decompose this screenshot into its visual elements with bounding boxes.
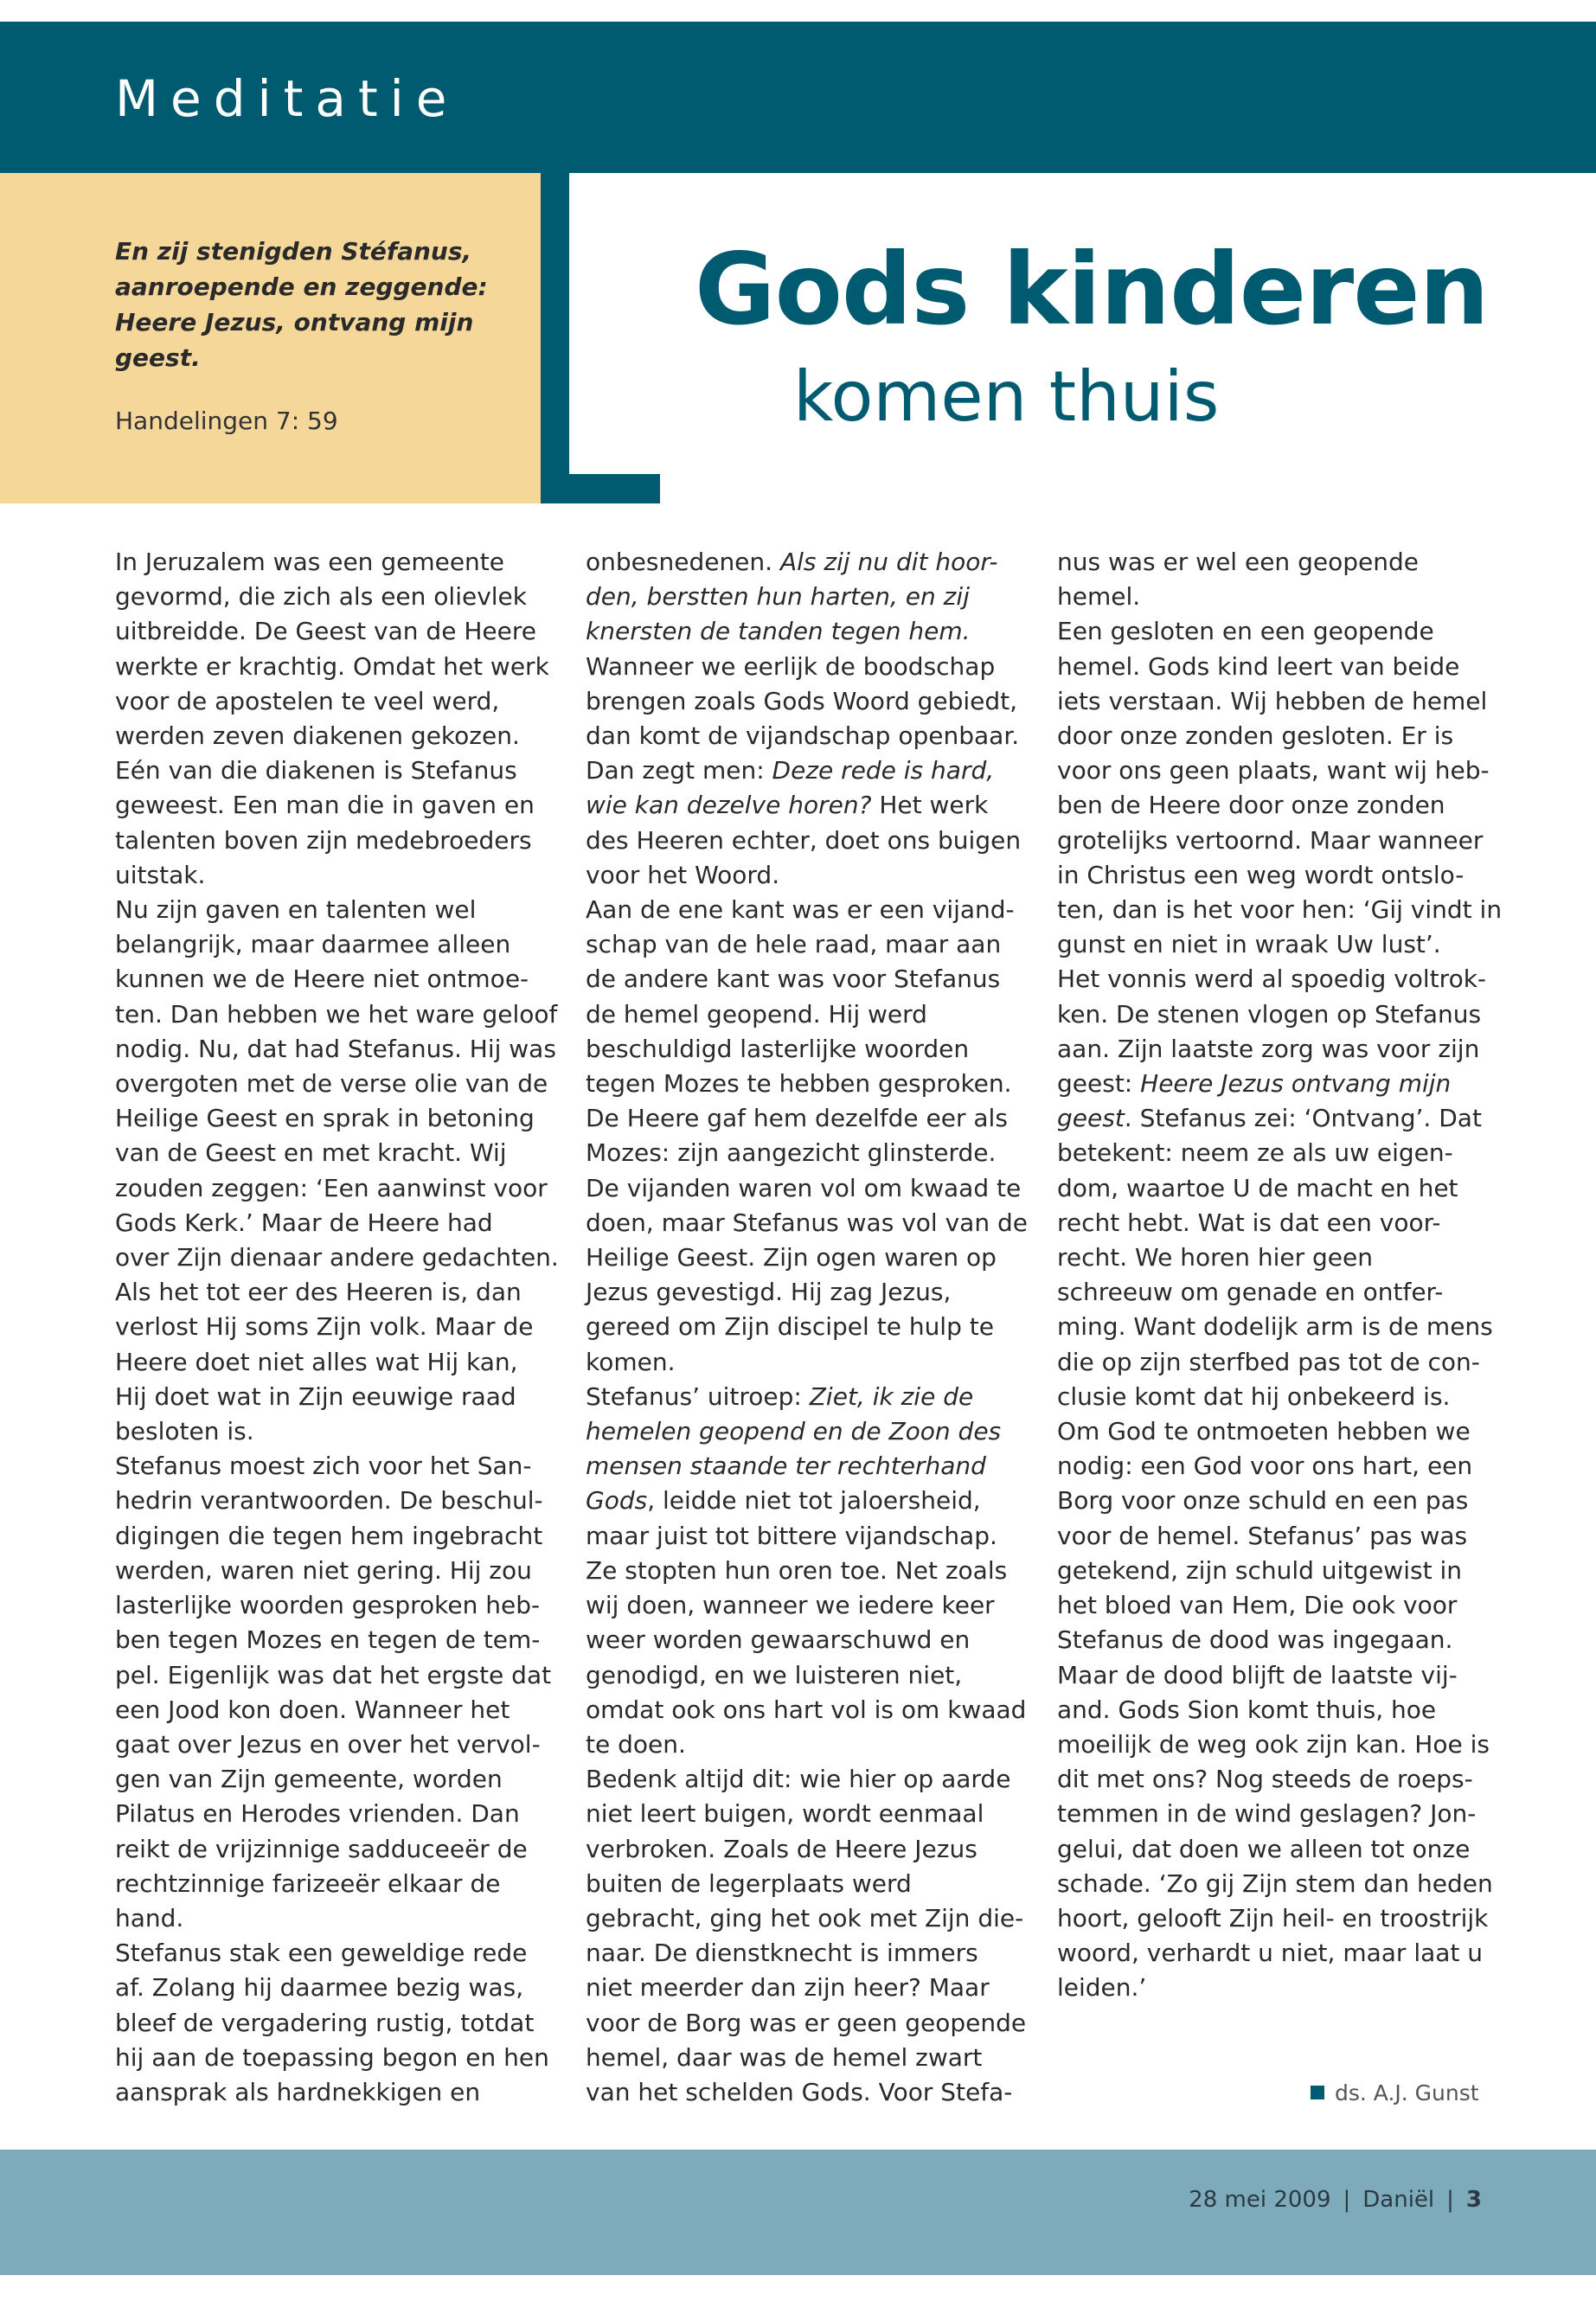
text-segment: Om God te ontmoeten hebben we <box>1057 1417 1471 1446</box>
text-line <box>586 614 1040 649</box>
page-footer <box>1189 2187 1482 2213</box>
text-segment: ben de Heere door onze zonden <box>1057 791 1445 820</box>
text-segment: Ze stopten hun oren toe. Net zoals <box>586 1555 1008 1585</box>
text-line <box>586 1588 1040 1623</box>
text-segment: Wanneer we eerlijk de boodschap <box>586 651 996 681</box>
text-segment: voor het Woord. <box>586 860 780 889</box>
bullet-square-icon <box>1311 2086 1324 2099</box>
text-line <box>1057 1797 1511 1831</box>
text-line: pel. Eigenlijk was dat het ergste dat <box>115 1660 552 1689</box>
text-line <box>1057 545 1511 580</box>
text-segment: leiden.’ <box>1057 1973 1147 2003</box>
text-line: af. Zolang hij daarmee bezig was, <box>115 1973 524 2003</box>
text-segment: Mozes: zijn aangezicht glinsterde. <box>586 1138 997 1168</box>
text-line <box>1057 1067 1511 1101</box>
text-line: zouden zeggen: ‘Een aanwinst voor <box>115 1173 548 1202</box>
quote-line: geest. <box>115 343 201 372</box>
article-column-1 <box>115 545 569 2110</box>
text-line: gevormd, die zich als een olievlek <box>115 582 527 612</box>
text-segment: ten, dan is het voor hen: ‘Gij vindt in <box>1057 895 1503 925</box>
text-line <box>586 545 1040 580</box>
text-line: werden, waren niet gering. Hij zou <box>115 1555 532 1585</box>
text-line <box>586 1901 1040 1936</box>
page-number: 3 <box>1465 2187 1482 2213</box>
scripture-quote <box>115 234 522 375</box>
text-line <box>1057 1727 1511 1762</box>
text-line: over Zijn dienaar andere gedachten. <box>115 1243 559 1272</box>
text-line <box>1057 1101 1511 1136</box>
text-line <box>1057 824 1511 858</box>
text-segment: getekend, zijn schuld uitgewist in <box>1057 1555 1462 1585</box>
scripture-reference: Handelingen 7: 59 <box>115 407 338 435</box>
text-segment: nodig: een God voor ons hart, een <box>1057 1452 1473 1481</box>
italic-scripture-text: Ziet, ik zie de <box>809 1381 974 1411</box>
text-line: Stefanus moest zich voor het San- <box>115 1452 532 1481</box>
text-segment: wij doen, wanneer we iedere keer <box>586 1591 995 1620</box>
text-line: ten. Dan hebben we het ware geloof <box>115 999 558 1029</box>
text-line <box>586 1136 1040 1170</box>
text-line <box>586 1867 1040 1901</box>
text-segment: onbesnedenen. <box>586 548 780 576</box>
text-line <box>586 753 1040 788</box>
quote-line: Heere Jezus, ontvang mijn <box>115 308 474 336</box>
text-line <box>586 927 1040 962</box>
text-segment: brengen zoals Gods Woord gebiedt, <box>586 686 1018 715</box>
text-line: van de Geest en met kracht. Wij <box>115 1138 507 1168</box>
text-segment: betekent: neem ze als uw eigen- <box>1057 1138 1453 1168</box>
text-segment: naar. De dienstknecht is immers <box>586 1939 978 1968</box>
decorative-bracket <box>541 173 569 503</box>
text-line <box>1057 1380 1511 1414</box>
text-segment: komen. <box>586 1347 676 1376</box>
italic-scripture-text: hemelen geopend en de Zoon des <box>586 1417 1002 1446</box>
text-line <box>586 1797 1040 1831</box>
text-line: talenten boven zijn medebroeders <box>115 825 532 855</box>
text-segment: . Stefanus zei: ‘Ontvang’. Dat <box>1124 1104 1482 1133</box>
text-segment: grotelijks vertoornd. Maar wanneer <box>1057 825 1484 855</box>
text-line <box>586 580 1040 614</box>
text-line <box>1057 1345 1511 1380</box>
text-segment: Dan zegt men: <box>586 756 772 785</box>
text-line <box>586 788 1040 823</box>
text-segment: doen, maar Stefanus was vol van de <box>586 1208 1028 1237</box>
text-line: een Jood kon doen. Wanneer het <box>115 1695 510 1724</box>
text-segment: genodigd, en we luisteren niet, <box>586 1660 963 1689</box>
text-line: uitstak. <box>115 860 206 889</box>
text-line <box>1057 1310 1511 1344</box>
author-byline <box>1311 2080 1479 2106</box>
text-line: werkte er krachtig. Omdat het werk <box>115 651 549 681</box>
text-line: ben tegen Mozes en tegen de tem- <box>115 1625 541 1655</box>
text-line <box>586 684 1040 719</box>
text-line <box>586 1101 1040 1136</box>
text-line: hedrin verantwoorden. De beschul- <box>115 1486 543 1516</box>
text-line: reikt de vrijzinnige sadduceeër de <box>115 1834 528 1863</box>
text-line <box>586 997 1040 1032</box>
text-segment: gelui, dat doen we alleen tot onze <box>1057 1834 1471 1863</box>
text-segment: Borg voor onze schuld en een pas <box>1057 1486 1469 1516</box>
text-line <box>586 1206 1040 1240</box>
text-segment: voor de hemel. Stefanus’ pas was <box>1057 1521 1468 1550</box>
author-name: ds. A.J. Gunst <box>1335 2080 1479 2106</box>
text-segment: dan komt de vijandschap openbaar. <box>586 721 1020 751</box>
text-line <box>586 1484 1040 1518</box>
text-segment: hemel. <box>1057 582 1141 612</box>
text-segment: maar juist tot bittere vijandschap. <box>586 1521 997 1550</box>
italic-scripture-text: Deze rede is hard, <box>772 756 995 785</box>
text-segment: Het vonnis werd al spoedig voltrok- <box>1057 965 1487 994</box>
text-line <box>1057 1867 1511 1901</box>
text-line <box>1057 997 1511 1032</box>
text-line <box>586 962 1040 997</box>
text-segment: schreeuw om genade en ontfer- <box>1057 1278 1444 1307</box>
italic-scripture-text: den, berstten hun harten, en zij <box>586 582 970 612</box>
text-line <box>1057 962 1511 997</box>
text-segment: Stefanus de dood was ingegaan. <box>1057 1625 1453 1655</box>
text-line: hand. <box>115 1903 184 1932</box>
italic-scripture-text: knersten de tanden tegen hem. <box>586 617 971 646</box>
text-line: werden zeven diakenen gekozen. <box>115 721 520 751</box>
text-line: Eén van die diakenen is Stefanus <box>115 756 517 785</box>
text-line <box>1057 1554 1511 1588</box>
text-line <box>586 1171 1040 1206</box>
text-line: Heere doet niet alles wat Hij kan, <box>115 1347 518 1376</box>
quote-line: aanroepende en zeggende: <box>115 272 488 301</box>
issue-date: 28 mei 2009 <box>1189 2187 1331 2213</box>
text-line: voor de apostelen te veel werd, <box>115 686 500 715</box>
text-line <box>586 1032 1040 1067</box>
text-line <box>1057 893 1511 927</box>
text-segment: de andere kant was voor Stefanus <box>586 965 1001 994</box>
text-segment: die op zijn sterfbed pas tot de con- <box>1057 1347 1480 1376</box>
text-segment: ken. De stenen vlogen op Stefanus <box>1057 999 1482 1029</box>
text-segment: temmen in de wind geslagen? Jon- <box>1057 1799 1477 1829</box>
text-segment: , leidde niet tot jaloersheid, <box>647 1486 981 1516</box>
text-segment: ming. Want dodelijk arm is de mens <box>1057 1312 1493 1342</box>
text-line: Stefanus stak een geweldige rede <box>115 1939 528 1968</box>
text-segment: De Heere gaf hem dezelfde eer als <box>586 1104 1008 1133</box>
text-segment: nus was er wel een geopende <box>1057 548 1419 576</box>
text-segment: woord, verhardt u niet, maar laat u <box>1057 1939 1484 1968</box>
text-line: lasterlijke woorden gesproken heb- <box>115 1591 541 1620</box>
text-line: aansprak als hardnekkigen en <box>115 2077 481 2106</box>
text-line <box>1057 1832 1511 1867</box>
text-line <box>1057 1658 1511 1693</box>
text-line <box>586 893 1040 927</box>
text-segment: recht. We horen hier geen <box>1057 1243 1373 1272</box>
text-line <box>586 1971 1040 2005</box>
quote-line: En zij stenigden Stéfanus, <box>115 237 472 266</box>
text-segment: Het werk <box>871 791 989 820</box>
text-line <box>586 1380 1040 1414</box>
text-line <box>1057 1136 1511 1170</box>
magazine-name: Daniël <box>1362 2187 1435 2213</box>
text-line <box>586 1623 1040 1657</box>
text-segment: te doen. <box>586 1729 686 1759</box>
text-segment: schap van de hele raad, maar aan <box>586 930 1002 959</box>
text-line <box>1057 1588 1511 1623</box>
text-segment: in Christus een weg wordt ontslo- <box>1057 860 1465 889</box>
text-line <box>1057 1936 1511 1971</box>
article-subtitle: komen thuis <box>793 356 1220 437</box>
text-line: Gods Kerk.’ Maar de Heere had <box>115 1208 493 1237</box>
text-line <box>586 2006 1040 2041</box>
text-line: Hij doet wat in Zijn eeuwige raad <box>115 1381 516 1411</box>
text-line <box>586 1414 1040 1449</box>
text-line <box>586 1067 1040 1101</box>
text-line <box>1057 1275 1511 1310</box>
text-line <box>586 1658 1040 1693</box>
text-segment: hoort, gelooft Zijn heil- en troostrijk <box>1057 1903 1489 1932</box>
text-line <box>586 1345 1040 1380</box>
text-line <box>1057 1240 1511 1275</box>
text-line: Als het tot eer des Heeren is, dan <box>115 1278 522 1307</box>
text-segment: moeilijk de weg ook zijn kan. Hoe is <box>1057 1729 1490 1759</box>
text-segment: De vijanden waren vol om kwaad te <box>586 1173 1022 1202</box>
text-line <box>586 1275 1040 1310</box>
text-line <box>1057 1032 1511 1067</box>
text-segment: schade. ‘Zo gij Zijn stem dan heden <box>1057 1868 1493 1898</box>
text-line: rechtzinnige farizeeër elkaar de <box>115 1868 501 1898</box>
text-line <box>586 1832 1040 1867</box>
text-segment: hemel, daar was de hemel zwart <box>586 2042 983 2072</box>
text-line <box>1057 1971 1511 2005</box>
text-segment: iets verstaan. Wij hebben de hemel <box>1057 686 1488 715</box>
text-line <box>1057 719 1511 753</box>
text-segment: aan. Zijn laatste zorg was voor zijn <box>1057 1034 1480 1063</box>
text-line: Nu zijn gaven en talenten wel <box>115 895 477 925</box>
text-segment: omdat ook ons hart vol is om kwaad <box>586 1695 1027 1724</box>
text-line <box>1057 753 1511 788</box>
text-segment: voor de Borg was er geen geopende <box>586 2008 1027 2037</box>
text-line: In Jeruzalem was een gemeente <box>115 548 505 576</box>
article-column-2 <box>586 545 1040 2110</box>
text-segment: van het schelden Gods. Voor Stefa- <box>586 2077 1013 2106</box>
text-line: Heilige Geest en sprak in betoning <box>115 1104 535 1133</box>
italic-scripture-text: wie kan dezelve horen? <box>586 791 872 820</box>
italic-scripture-text: mensen staande ter rechterhand <box>586 1452 986 1481</box>
text-line <box>586 2041 1040 2075</box>
text-line <box>1057 1449 1511 1484</box>
text-line <box>1057 1414 1511 1449</box>
text-segment: recht hebt. Wat is dat een voor- <box>1057 1208 1441 1237</box>
article-column-3 <box>1057 545 1511 2006</box>
text-line: geweest. Een man die in gaven en <box>115 791 535 820</box>
text-segment: Heilige Geest. Zijn ogen waren op <box>586 1243 997 1272</box>
text-segment: gereed om Zijn discipel te hulp te <box>586 1312 994 1342</box>
text-line <box>1057 614 1511 649</box>
text-segment: Bedenk altijd dit: wie hier op aarde <box>586 1765 1011 1794</box>
text-line: gaat over Jezus en over het vervol- <box>115 1729 541 1759</box>
text-line <box>1057 650 1511 684</box>
italic-scripture-text: Heere Jezus ontvang mijn <box>1140 1069 1452 1099</box>
text-line: Pilatus en Herodes vrienden. Dan <box>115 1799 520 1829</box>
text-line <box>586 858 1040 893</box>
text-segment: geest: <box>1057 1069 1141 1099</box>
text-line: besloten is. <box>115 1417 254 1446</box>
text-line: digingen die tegen hem ingebracht <box>115 1521 543 1550</box>
text-line: overgoten met de verse olie van de <box>115 1069 548 1099</box>
decorative-bracket-foot <box>541 474 660 503</box>
text-segment: verbroken. Zoals de Heere Jezus <box>586 1834 977 1863</box>
text-segment: buiten de legerplaats werd <box>586 1868 912 1898</box>
text-line <box>586 650 1040 684</box>
text-segment: niet meerder dan zijn heer? Maar <box>586 1973 990 2003</box>
text-line <box>1057 1484 1511 1518</box>
text-line <box>586 824 1040 858</box>
text-line <box>1057 1171 1511 1206</box>
text-line <box>586 1310 1040 1344</box>
text-line: belangrijk, maar daarmee alleen <box>115 930 511 959</box>
text-line <box>1057 927 1511 962</box>
text-line: hij aan de toepassing begon en hen <box>115 2042 549 2072</box>
text-segment: het bloed van Hem, Die ook voor <box>1057 1591 1458 1620</box>
text-segment: door onze zonden gesloten. Er is <box>1057 721 1454 751</box>
text-segment: de hemel geopend. Hij werd <box>586 999 927 1029</box>
text-segment: and. Gods Sion komt thuis, hoe <box>1057 1695 1437 1724</box>
text-line <box>586 719 1040 753</box>
text-line <box>586 1519 1040 1554</box>
text-line <box>586 1240 1040 1275</box>
text-line <box>586 1727 1040 1762</box>
text-segment: Stefanus’ uitroep: <box>586 1381 810 1411</box>
text-segment: clusie komt dat hij onbekeerd is. <box>1057 1381 1451 1411</box>
text-segment: beschuldigd lasterlijke woorden <box>586 1034 970 1063</box>
text-segment: dom, waartoe U de macht en het <box>1057 1173 1458 1202</box>
text-segment: weer worden gewaarschuwd en <box>586 1625 971 1655</box>
text-line: bleef de vergadering rustig, totdat <box>115 2008 535 2037</box>
text-segment: Aan de ene kant was er een vijand- <box>586 895 1015 925</box>
text-line <box>586 1762 1040 1797</box>
text-segment: gebracht, ging het ook met Zijn die- <box>586 1903 1024 1932</box>
text-line <box>586 1554 1040 1588</box>
text-segment: Jezus gevestigd. Hij zag Jezus, <box>586 1278 952 1307</box>
italic-scripture-text: Gods <box>586 1486 648 1516</box>
text-line <box>586 1693 1040 1727</box>
text-line <box>1057 1206 1511 1240</box>
article-title: Gods kinderen <box>695 232 1489 347</box>
text-line <box>1057 788 1511 823</box>
text-segment: dit met ons? Nog steeds de roeps- <box>1057 1765 1473 1794</box>
text-line <box>586 2075 1040 2110</box>
text-line: uitbreidde. De Geest van de Heere <box>115 617 536 646</box>
section-title: Meditatie <box>115 69 459 128</box>
text-segment: gunst en niet in wraak Uw lust’. <box>1057 930 1441 959</box>
text-segment: hemel. Gods kind leert van beide <box>1057 651 1460 681</box>
text-line <box>1057 1762 1511 1797</box>
text-line <box>1057 1623 1511 1657</box>
text-line <box>1057 684 1511 719</box>
footer-separator: | <box>1343 2187 1351 2213</box>
text-line: nodig. Nu, dat had Stefanus. Hij was <box>115 1034 556 1063</box>
text-line <box>1057 580 1511 614</box>
text-segment: voor ons geen plaats, want wij heb- <box>1057 756 1490 785</box>
text-line <box>1057 1693 1511 1727</box>
text-line: kunnen we de Heere niet ontmoe- <box>115 965 529 994</box>
text-line <box>1057 1519 1511 1554</box>
text-line <box>586 1936 1040 1971</box>
text-segment: Een gesloten en een geopende <box>1057 617 1434 646</box>
text-line: verlost Hij soms Zijn volk. Maar de <box>115 1312 534 1342</box>
italic-scripture-text: geest <box>1057 1104 1125 1133</box>
text-segment: niet leert buigen, wordt eenmaal <box>586 1799 984 1829</box>
text-line: gen van Zijn gemeente, worden <box>115 1765 503 1794</box>
text-segment: Maar de dood blijft de laatste vij- <box>1057 1660 1458 1689</box>
text-line <box>586 1449 1040 1484</box>
text-segment: tegen Mozes te hebben gesproken. <box>586 1069 1012 1099</box>
text-segment: des Heeren echter, doet ons buigen <box>586 825 1022 855</box>
italic-scripture-text: Als zij nu dit hoor- <box>779 548 998 576</box>
text-line <box>1057 858 1511 893</box>
footer-separator: | <box>1446 2187 1454 2213</box>
text-line <box>1057 1901 1511 1936</box>
